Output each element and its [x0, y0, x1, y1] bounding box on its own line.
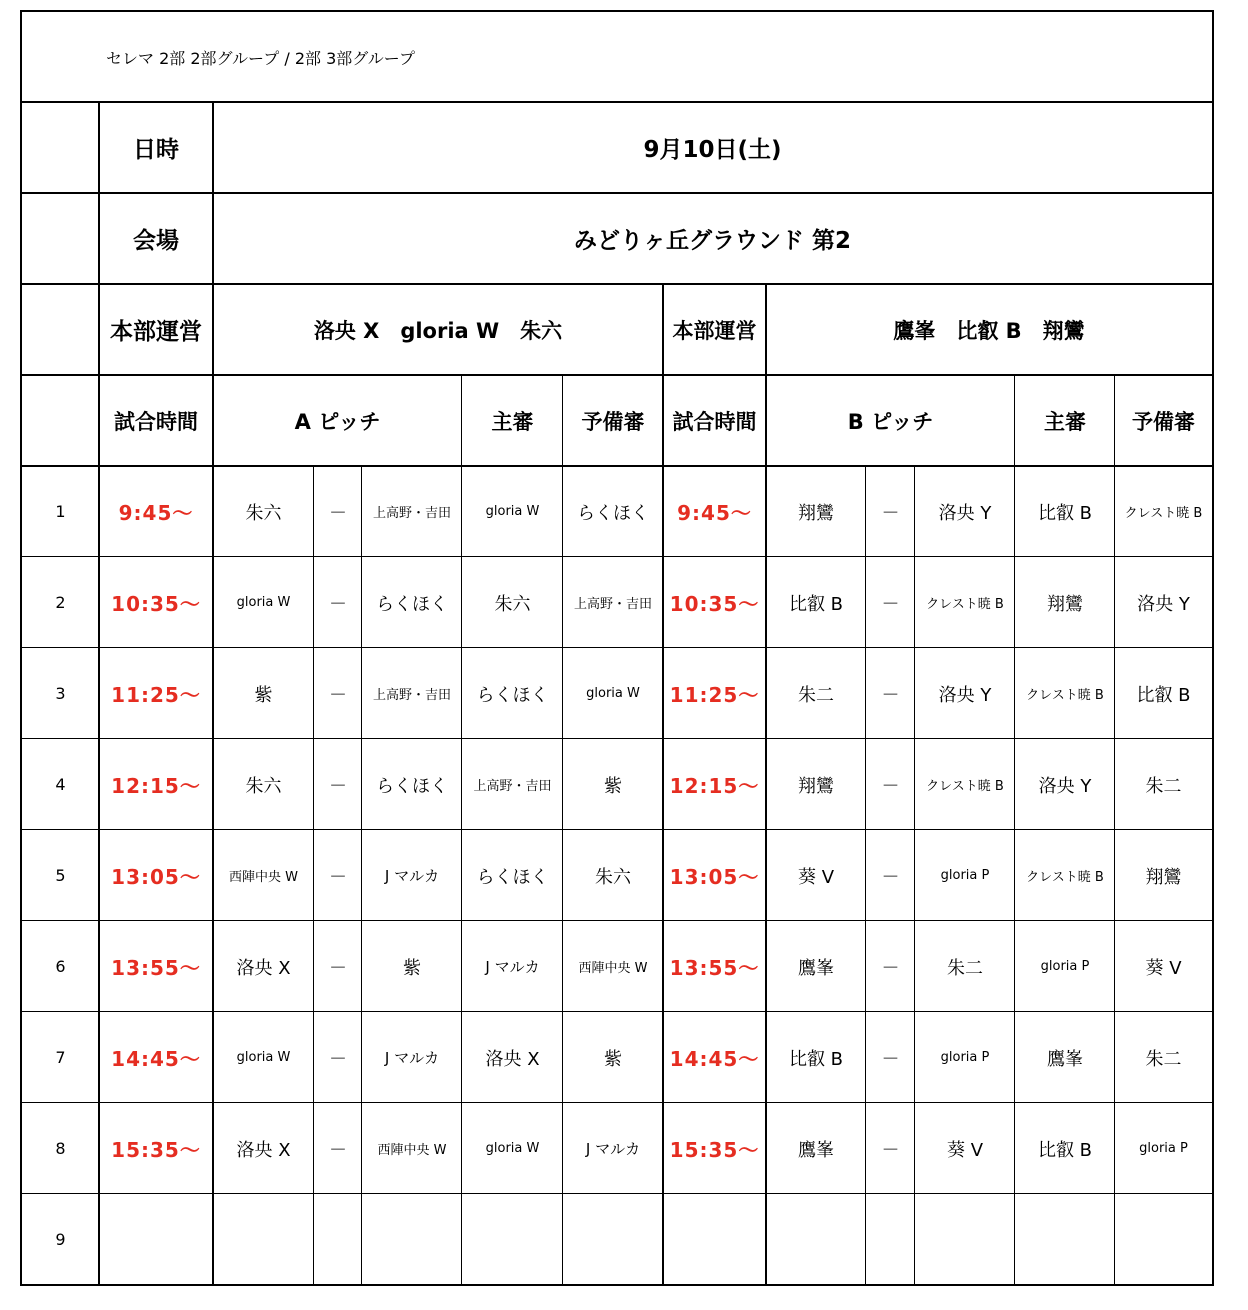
- reserve-referee-b: 朱二: [1145, 1048, 1182, 1070]
- team-away-b: 洛央 Y: [938, 684, 992, 706]
- referee-a: 洛央 X: [485, 1048, 540, 1070]
- match-number: 8: [55, 1139, 66, 1158]
- team-away-a: らくほく: [376, 593, 448, 615]
- referee-b: クレスト暁 B: [1026, 688, 1104, 703]
- team-away-a: 紫: [403, 957, 421, 979]
- team-away-a: らくほく: [376, 775, 448, 797]
- versus-dash-b: －: [881, 957, 900, 979]
- team-away-a: J マルカ: [384, 1049, 440, 1067]
- referee-a: gloria W: [485, 504, 540, 519]
- versus-dash-b: －: [881, 866, 900, 888]
- kickoff-time-b: 12:15～: [669, 774, 760, 798]
- team-away-b: 洛央 Y: [938, 502, 992, 524]
- referee-b: 比叡 B: [1037, 1139, 1093, 1161]
- team-home-a: [213, 1194, 314, 1285]
- referee-a: gloria W: [485, 1141, 540, 1156]
- kickoff-time-a: 10:35～: [111, 592, 201, 616]
- match-number: 1: [55, 502, 66, 521]
- versus-dash-b: －: [881, 775, 900, 797]
- kickoff-time-b: 13:55～: [669, 956, 760, 980]
- team-home-a: 朱六: [245, 775, 282, 797]
- kickoff-time-a: [99, 1194, 213, 1285]
- kickoff-time-b: 11:25～: [669, 683, 760, 707]
- col-referee-b: 主審: [1044, 409, 1086, 434]
- referee-b: 洛央 Y: [1038, 775, 1092, 797]
- versus-dash-b: －: [881, 684, 900, 706]
- reserve-referee-b: 翔鸞: [1145, 866, 1182, 888]
- versus-dash-b: －: [881, 1048, 900, 1070]
- reserve-referee-a: 紫: [604, 1048, 622, 1070]
- team-away-b: [915, 1194, 1015, 1285]
- venue-label: 会場: [133, 228, 179, 254]
- match-number: 2: [55, 593, 66, 612]
- referee-a: [462, 1194, 563, 1285]
- team-home-b: 葵 V: [797, 866, 835, 888]
- reserve-referee-a: 朱六: [595, 866, 631, 888]
- team-away-a: J マルカ: [384, 867, 440, 885]
- reserve-referee-a: 紫: [604, 775, 622, 797]
- kickoff-time-a: 9:45～: [118, 501, 194, 525]
- team-home-a: 朱六: [245, 502, 282, 524]
- team-home-a: 西陣中央 W: [229, 870, 298, 885]
- kickoff-time-a: 11:25～: [111, 683, 201, 707]
- reserve-referee-a: J マルカ: [585, 1140, 641, 1158]
- versus-dash-b: －: [881, 593, 900, 615]
- kickoff-time-b: [663, 1194, 766, 1285]
- team-home-b: [766, 1194, 866, 1285]
- team-away-a: [362, 1194, 462, 1285]
- kickoff-time-a: 12:15～: [111, 774, 201, 798]
- team-away-b: 朱二: [947, 957, 983, 979]
- reserve-referee-b: 洛央 Y: [1137, 593, 1190, 615]
- referee-b: 比叡 B: [1037, 502, 1093, 524]
- versus-dash-a: －: [329, 957, 347, 979]
- col-time-b: 試合時間: [672, 409, 757, 434]
- versus-dash-a: －: [329, 1139, 347, 1161]
- venue-value: みどりヶ丘グラウンド 第2: [573, 228, 851, 254]
- reserve-referee-a: gloria W: [586, 686, 640, 701]
- reserve-referee-b: gloria P: [1139, 1141, 1188, 1156]
- team-home-a: gloria W: [236, 595, 291, 610]
- schedule-sheet: [20, 10, 1214, 1286]
- team-away-b: gloria P: [940, 1050, 990, 1065]
- col-reserve-a: 予備審: [581, 409, 645, 434]
- kickoff-time-b: 10:35～: [669, 592, 760, 616]
- col-referee-a: 主審: [491, 409, 534, 434]
- referee-b: 鷹峯: [1047, 1048, 1083, 1070]
- date-value: 9月10日(土): [643, 137, 782, 163]
- team-away-b: クレスト暁 B: [926, 779, 1004, 794]
- col-reserve-b: 予備審: [1132, 409, 1195, 434]
- team-home-a: 洛央 X: [236, 957, 291, 979]
- referee-b: [1015, 1194, 1115, 1285]
- team-away-a: 上高野・吉田: [372, 688, 451, 703]
- col-time-a: 試合時間: [114, 409, 198, 434]
- team-home-a: 紫: [254, 684, 273, 706]
- reserve-referee-a: [563, 1194, 663, 1285]
- team-home-b: 翔鸞: [798, 775, 834, 797]
- hq-teams-a: 洛央 X gloria W 朱六: [313, 318, 563, 343]
- reserve-referee-b: 葵 V: [1145, 957, 1182, 979]
- referee-b: クレスト暁 B: [1026, 870, 1104, 885]
- reserve-referee-b: 比叡 B: [1136, 684, 1191, 706]
- versus-dash-a: －: [329, 502, 347, 524]
- team-home-b: 朱二: [798, 684, 834, 706]
- match-number: 7: [55, 1048, 66, 1067]
- kickoff-time-b: 15:35～: [669, 1138, 760, 1162]
- versus-dash-b: －: [881, 1139, 900, 1161]
- referee-a: らくほく: [476, 866, 549, 888]
- versus-dash-a: －: [329, 1048, 347, 1070]
- kickoff-time-a: 13:55～: [111, 956, 201, 980]
- reserve-referee-a: 西陣中央 W: [578, 961, 648, 976]
- kickoff-time-b: 13:05～: [669, 865, 760, 889]
- hq-label-a: 本部運営: [110, 319, 202, 345]
- match-number: 6: [55, 957, 66, 976]
- referee-b: 翔鸞: [1047, 593, 1083, 615]
- referee-a: らくほく: [476, 684, 549, 706]
- reserve-referee-b: クレスト暁 B: [1124, 506, 1203, 521]
- reserve-referee-b: 朱二: [1145, 775, 1182, 797]
- versus-dash-a: －: [329, 775, 347, 797]
- team-home-a: gloria W: [236, 1050, 291, 1065]
- team-home-b: 鷹峯: [798, 957, 834, 979]
- match-number: 9: [55, 1230, 66, 1249]
- team-home-b: 翔鸞: [798, 502, 834, 524]
- team-home-b: 比叡 B: [788, 1048, 844, 1070]
- match-number: 4: [55, 775, 66, 794]
- kickoff-time-a: 14:45～: [111, 1047, 201, 1071]
- referee-b: gloria P: [1040, 959, 1090, 974]
- reserve-referee-a: らくほく: [577, 502, 649, 524]
- team-away-a: 上高野・吉田: [372, 506, 451, 521]
- team-away-b: クレスト暁 B: [926, 597, 1004, 612]
- versus-dash-b: －: [881, 502, 900, 524]
- kickoff-time-b: 14:45～: [669, 1047, 760, 1071]
- team-home-a: 洛央 X: [236, 1139, 291, 1161]
- team-home-b: 比叡 B: [788, 593, 844, 615]
- referee-a: 朱六: [494, 593, 531, 615]
- versus-dash-a: －: [329, 866, 347, 888]
- match-number: 3: [55, 684, 66, 703]
- referee-a: J マルカ: [485, 958, 540, 976]
- hq-label-b: 本部運営: [672, 318, 757, 343]
- team-away-b: 葵 V: [946, 1139, 984, 1161]
- reserve-referee-b: [1115, 1194, 1212, 1285]
- kickoff-time-a: 15:35～: [111, 1138, 201, 1162]
- kickoff-time-a: 13:05～: [111, 865, 201, 889]
- match-number: 5: [55, 866, 66, 885]
- referee-a: 上高野・吉田: [473, 779, 552, 794]
- col-pitch-a: A ピッチ: [294, 409, 381, 434]
- col-pitch-b: B ピッチ: [847, 409, 934, 434]
- date-label: 日時: [133, 137, 179, 163]
- versus-dash-a: －: [329, 684, 347, 706]
- kickoff-time-b: 9:45～: [677, 501, 752, 525]
- versus-dash-a: －: [329, 593, 347, 615]
- team-home-b: 鷹峯: [798, 1139, 834, 1161]
- reserve-referee-a: 上高野・吉田: [573, 597, 652, 612]
- team-away-b: gloria P: [940, 868, 990, 883]
- sheet-title: セレマ 2部 2部グループ / 2部 3部グループ: [106, 48, 415, 68]
- team-away-a: 西陣中央 W: [377, 1143, 447, 1158]
- hq-teams-b: 鷹峯 比叡 B 翔鸞: [893, 318, 1085, 343]
